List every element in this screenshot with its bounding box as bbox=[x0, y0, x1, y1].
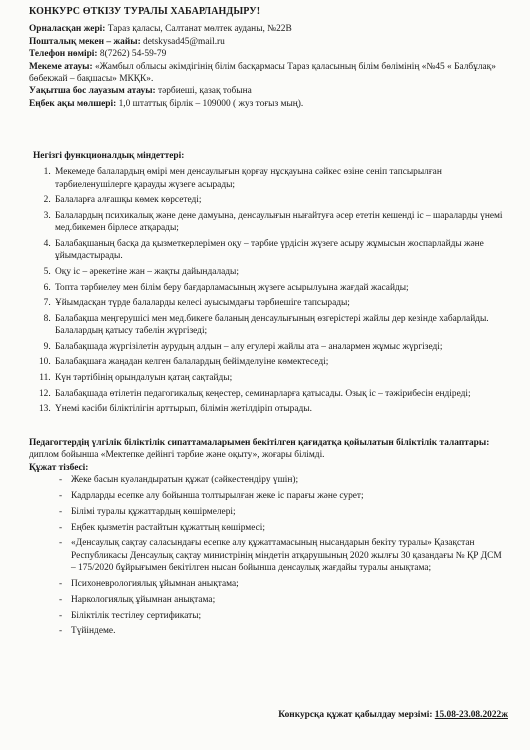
dash-bullet: - bbox=[59, 594, 63, 605]
document-item bbox=[59, 625, 507, 637]
requirements-label: Педагогтердің үлгілік біліктілік сипаттамаларымен бекітілген қағидатқа қойылатын біліктілік талаптары: bbox=[29, 438, 490, 448]
document-text: Жеке басын куәландыратын құжат (сәйкестендіру үшін); bbox=[71, 475, 299, 486]
email-value: detskysad45@mail.ru bbox=[140, 36, 225, 47]
requirements-section bbox=[29, 437, 507, 641]
dash-bullet: - bbox=[59, 491, 63, 502]
duty-item: 13. Үнемі кәсіби біліктілігін арттырып, білімін жетілдіріп отырады. bbox=[53, 403, 507, 415]
document-item bbox=[59, 610, 507, 622]
duty-item: 8. Балабақша меңгерушісі мен мед.бикеге баланың денсаулығының өзгерістері жайлы дер кезінде хабарлайды. Балалардың қатысу табелін жүргізеді; bbox=[53, 313, 507, 338]
position-label: Уақытша бос лауазым атауы: bbox=[29, 86, 156, 97]
duty-item: 11. Күн тәртібінің орындалуын қатаң сақтайды; bbox=[53, 372, 507, 384]
email-row bbox=[29, 36, 509, 48]
duty-item: 7. Ұйымдасқан түрде балаларды келесі ауысымдағы тәрбиешіге тапсырады; bbox=[53, 297, 507, 309]
page-title: КОНКУРС ӨТКІЗУ ТУРАЛЫ ХАБАРЛАНДЫРУ! bbox=[29, 6, 261, 17]
document-item bbox=[59, 490, 507, 502]
duty-item: 2. Балаларға алғашқы көмек көрсетеді; bbox=[53, 194, 507, 206]
dash-bullet: - bbox=[59, 506, 63, 517]
duty-item: 6. Топта тәрбиелеу мен білім беру бағдарламасының жүзеге асырылуына жағдай жасайды; bbox=[53, 282, 507, 294]
duties-list bbox=[29, 166, 507, 415]
phone-row bbox=[29, 48, 509, 60]
document-item bbox=[59, 578, 507, 590]
document-item bbox=[59, 474, 507, 486]
document-item bbox=[59, 522, 507, 534]
deadline-label: Конкурсқа құжат қабылдау мерзімі: bbox=[278, 710, 435, 720]
dash-bullet: - bbox=[59, 522, 63, 533]
document-text: Психоневрологиялық ұйымнан анықтама; bbox=[71, 579, 239, 590]
documents-list bbox=[29, 474, 507, 638]
position-value: тәрбиеші, қазақ тобына bbox=[155, 86, 252, 97]
org-label: Мекеме атауы: bbox=[29, 61, 93, 72]
position-row bbox=[29, 85, 509, 97]
document-text: Түйіндеме. bbox=[71, 626, 116, 637]
document-item bbox=[59, 506, 507, 518]
dash-bullet: - bbox=[59, 579, 63, 590]
location-value: Тараз қаласы, Салтанат мөлтек ауданы, №22В bbox=[105, 24, 292, 35]
dash-bullet: - bbox=[59, 626, 63, 637]
document-text: «Денсаулық сақтау саласындағы есепке алу құжаттамасының нысандарын бекіту туралы» Қазақстан Республикасы Денсаулық сақтау министрінің міндетін атқарушының 2020 жылғы 30 қазандағы № ҚР ДСМ – 175/2020 бұйрығымен бекітілген нысан бойынша денсаулық жағдайы туралы анықтама; bbox=[71, 538, 502, 574]
document-text: Кадрларды есепке алу бойынша толтырылған жеке іс парағы және сурет; bbox=[71, 491, 364, 502]
duty-item: 3. Балалардың психикалық және дене дамуына, денсаулығын нығайтуға әсер ететін кешенді іс – шараларды үнемі мед.бикемен бірлесе атқарады; bbox=[53, 210, 507, 235]
requirements-value: диплом бойынша «Мектепке дейінгі тәрбие және оқыту», жоғары білімді. bbox=[29, 450, 325, 461]
salary-value: 1,0 штаттық бірлік – 109000 ( жуз тоғыз мың). bbox=[116, 98, 304, 109]
duty-item: 12. Балабақшада өтілетін педагогикалық кеңестер, семинарларға қатысады. Озық іс – тәжірибесін ендіреді; bbox=[53, 388, 507, 400]
salary-row bbox=[29, 98, 509, 110]
org-value: «Жамбыл облысы әкімдігінің білім басқармасы Тараз қаласының білім бөлімінің «№45 « Балбұлақ» бөбекжай – бақшасы» МКҚК». bbox=[29, 61, 496, 85]
dash-bullet: - bbox=[59, 538, 63, 549]
duty-item: 10. Балабақшаға жаңадан келген балалардың бейімделуіне көмектеседі; bbox=[53, 356, 507, 368]
duty-item: 1. Мекемеде балалардың өмірі мен денсаулығын қорғау нұсқауына сәйкес өзіне сеніп тапсырылған тәрбиеленушілерге қарауды жүзеге асырады; bbox=[53, 166, 507, 191]
dash-bullet: - bbox=[59, 475, 63, 486]
dash-bullet: - bbox=[59, 610, 63, 621]
duty-item: 4. Балабақшаның басқа да қызметкерлерімен оқу – тәрбие үрдісін жүзеге асыру жұмысын жоспарлайды және ұйымдастырады. bbox=[53, 238, 507, 263]
salary-label: Еңбек ақы мөлшері: bbox=[29, 98, 117, 109]
document-text: Наркологиялық ұйымнан анықтама; bbox=[71, 594, 216, 605]
phone-value: 8(7262) 54-59-79 bbox=[97, 49, 167, 60]
duty-item: 5. Оқу іс – әрекетіне жан – жақты дайындалады; bbox=[53, 266, 507, 278]
document-text: Білімі туралы құжаттардың көшірмелері; bbox=[71, 506, 236, 517]
header-block bbox=[29, 6, 509, 110]
document-text: Еңбек қызметін растайтын құжаттың көшірмесі; bbox=[71, 522, 265, 533]
document-item bbox=[59, 537, 507, 574]
document-text: Біліктілік тестілеу сертификаты; bbox=[71, 610, 202, 621]
location-label: Орналасқан жері: bbox=[29, 24, 106, 35]
duty-item: 9. Балабақшада жүргізілетін аурудың алдын – алу егулері жайлы ата – аналармен жұмыс жүргізеді; bbox=[53, 341, 507, 353]
email-label: Пошталық мекен – жайы: bbox=[29, 36, 141, 47]
documents-title: Құжат тізбесі: bbox=[29, 462, 89, 473]
location-row bbox=[29, 23, 509, 35]
duties-title: Негізгі функционалдық міндеттері: bbox=[33, 151, 185, 161]
duties-section bbox=[29, 150, 507, 419]
deadline-dates: 15.08-23.08.2022ж bbox=[434, 710, 508, 720]
org-row bbox=[29, 61, 509, 86]
document-item bbox=[59, 594, 507, 606]
phone-label: Телефон нөмірі: bbox=[29, 49, 98, 60]
requirements-paragraph bbox=[29, 437, 507, 462]
deadline-line bbox=[278, 709, 508, 721]
